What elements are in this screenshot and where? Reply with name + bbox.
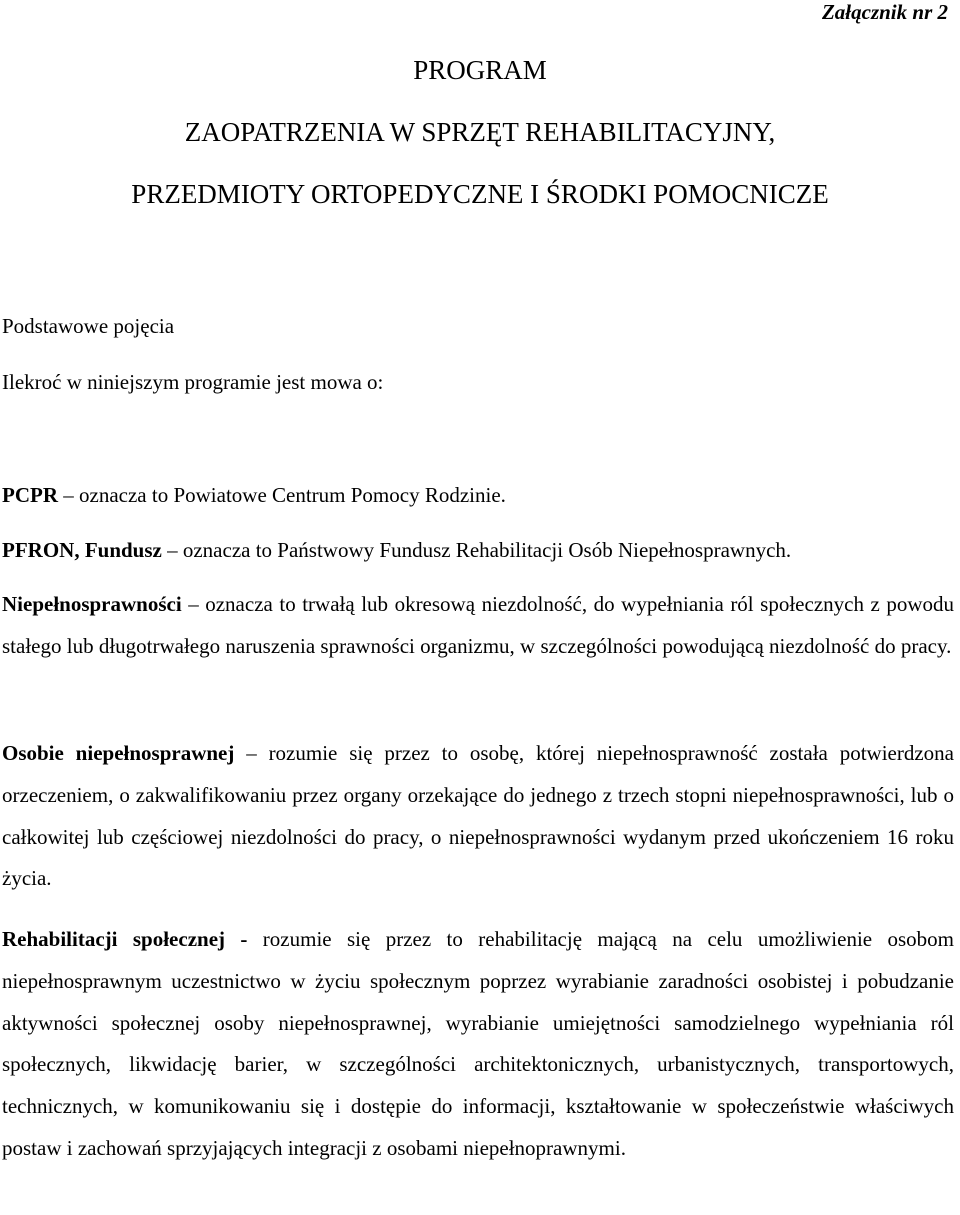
title-line: PROGRAM xyxy=(413,55,547,85)
definition-separator: – xyxy=(234,741,269,765)
definition-text: rozumie się przez to osobę, której niepełnosprawność została potwierdzona orzeczeniem, o zakwalifikowaniu przez organy orzekające do jednego z trzech stopni niepełnosprawności, lub o całkowitej lub częściowej niezdolności do pracy, o niepełnosprawności wydanym przed ukończeniem 16 roku życia. xyxy=(2,741,954,891)
definition-separator: – xyxy=(181,592,206,616)
definition-text: oznacza to Powiatowe Centrum Pomocy Rodzinie. xyxy=(79,483,506,507)
definition-term: PFRON, Fundusz xyxy=(2,538,162,562)
definition-separator: – xyxy=(58,483,79,507)
definition-pfron xyxy=(2,530,954,572)
definition-term: PCPR xyxy=(2,483,58,507)
definition-term: Osobie niepełnosprawnej xyxy=(2,741,235,765)
definition-niepelnosprawnosci xyxy=(2,584,954,668)
definition-separator: – xyxy=(161,538,183,562)
definition-text: oznacza to Państwowy Fundusz Rehabilitacji Osób Niepełnosprawnych. xyxy=(182,538,792,562)
title-line: ZAOPATRZENIA W SPRZĘT REHABILITACYJNY, xyxy=(184,117,776,147)
title-line: PRZEDMIOTY ORTOPEDYCZNE I ŚRODKI POMOCNICZE xyxy=(131,179,829,209)
definition-text: oznacza to trwałą lub okresową niezdolność, do wypełniania ról społecznych z powodu stałego lub długotrwałego naruszenia sprawności organizmu, w szczególności powodującą niezdolność do pracy. xyxy=(2,592,954,658)
definition-term: Niepełnosprawności xyxy=(2,592,182,616)
section-intro: Ilekroć w niniejszym programie jest mowa o: xyxy=(2,370,384,394)
definition-osobie-niepelnosprawnej xyxy=(2,733,954,900)
attachment-label: Załącznik nr 2 xyxy=(821,0,948,24)
section-heading: Podstawowe pojęcia xyxy=(2,314,175,338)
program-title xyxy=(0,56,960,242)
definition-rehabilitacji-spolecznej xyxy=(2,919,954,1170)
definition-term: Rehabilitacji społecznej - xyxy=(2,927,248,951)
definition-pcpr xyxy=(2,475,954,517)
definition-text: rozumie się przez to rehabilitację mającą na celu umożliwienie osobom niepełnosprawnym uczestnictwo w życiu społecznym poprzez wyrabianie zaradności osobistej i pobudzanie aktywności społecznej osoby niepełnosprawnej, wyrabianie umiejętności samodzielnego wypełniania ról społecznych, likwidację barier, w szczególności architektonicznych, urbanistycznych, transportowych, technicznych, w komunikowaniu się i dostępie do informacji, kształtowanie w społeczeństwie właściwych postaw i zachowań sprzyjających integracji z osobami niepełnoprawnymi. xyxy=(2,927,955,1160)
definition-separator xyxy=(247,927,262,951)
